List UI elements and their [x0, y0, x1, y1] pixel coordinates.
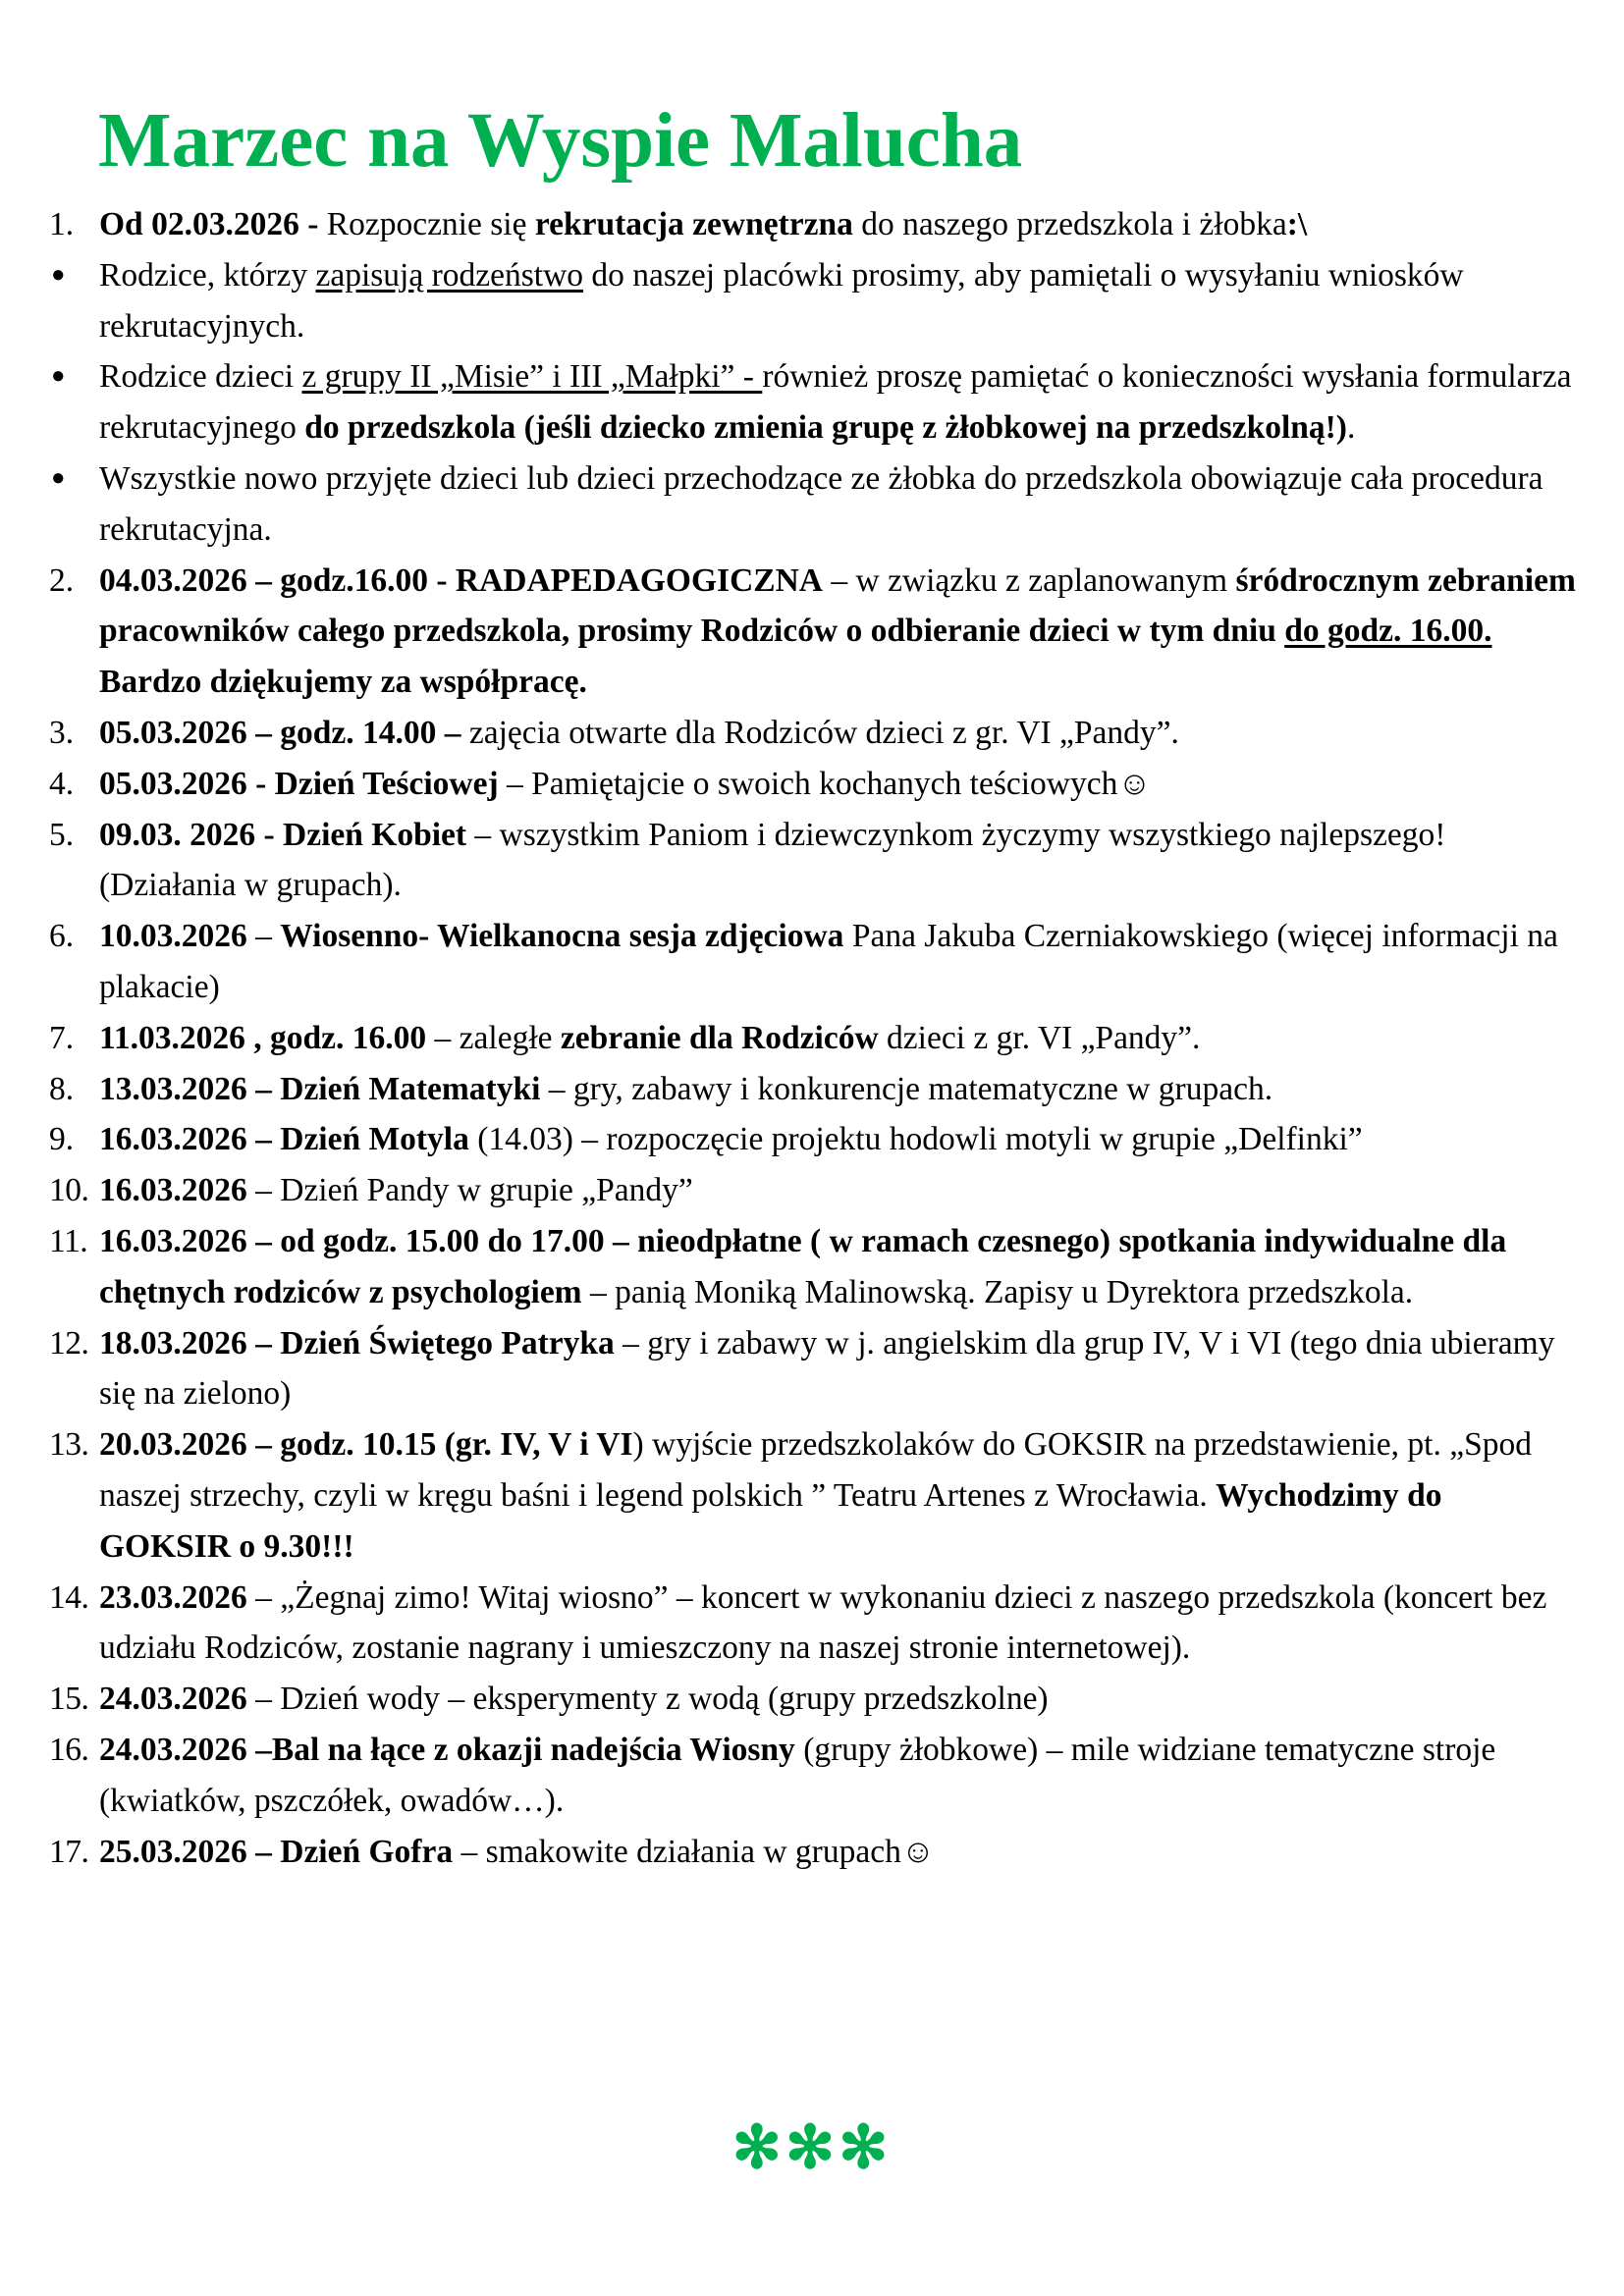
text-run: Wszystkie nowo przyjęte dzieci lub dzieci przechodzące ze żłobka do przedszkola obowiązuje cała procedura rekrutacyjna. [99, 459, 1543, 548]
underlined-text: z grupy II „Misie” i III „Małpki” - [301, 358, 763, 396]
list-item [49, 556, 1581, 708]
item-text [99, 1725, 1581, 1827]
item-number: 7. [49, 1019, 75, 1056]
bold-text: 16.03.2026 – od godz. 15.00 do 17.00 – nieodpłatne ( w ramach czesnego) spotkania indywidualne dla chętnych rodziców z psychologiem [99, 1222, 1507, 1310]
text-run: do naszego przedszkola i żłobka [852, 206, 1287, 242]
bold-text: do godz. 16.00. [1284, 613, 1492, 650]
bold-text: 05.03.2026 - Dzień Teściowej [99, 765, 499, 802]
text-run: ) wyjście przedszkolaków do GOKSIR na przedstawienie, pt. „Spod naszej strzechy, czyli w kręgu baśni i legend polskich ” Teatru Artenes z Wrocławia. [99, 1426, 1532, 1514]
item-number: 13. [49, 1426, 89, 1464]
item-number: 10. [49, 1172, 89, 1209]
bold-text: 24.03.2026 –Bal na łące z okazji nadejścia Wiosny [99, 1731, 795, 1768]
text-run: – Dzień Pandy w grupie „Pandy” [246, 1172, 693, 1209]
bullet-item [49, 454, 1581, 556]
bold-text: zebranie dla Rodziców [560, 1019, 879, 1056]
list-item [49, 1674, 1581, 1725]
list-item [49, 1216, 1581, 1318]
text-run: – gry, zabawy i konkurencje matematyczne w grupach. [540, 1070, 1273, 1107]
list-item [49, 810, 1581, 912]
item-text [99, 556, 1581, 708]
item-number: 3. [49, 714, 75, 751]
text-run: – panią Moniką Malinowską. Zapisy u Dyrektora przedszkola. [581, 1273, 1414, 1310]
bold-text: :\ [1286, 206, 1308, 242]
bold-text: 10.03.2026 [99, 918, 247, 955]
text-run: – Pamiętajcie o swoich kochanych teściowych☺ [498, 765, 1152, 802]
bold-text: 05.03.2026 – godz. 14.00 – [99, 714, 461, 751]
bold-text: 20.03.2026 – godz. 10.15 (gr. IV, V i VI [99, 1426, 633, 1464]
text-run: . [1346, 409, 1356, 447]
text-run: Rodzice, którzy [99, 256, 316, 294]
item-text [99, 250, 1581, 352]
item-text [99, 1216, 1581, 1318]
text-run: (14.03) – rozpoczęcie projektu hodowli motyli w grupie „Delfinki” [468, 1121, 1363, 1158]
item-text [99, 1165, 1581, 1216]
item-number: 6. [49, 918, 75, 955]
item-text [99, 911, 1581, 1013]
list-item [49, 1419, 1581, 1572]
underlined-text: zapisują rodzeństwo [315, 256, 584, 294]
list-item [49, 1318, 1581, 1420]
text-run: – Dzień wody – eksperymenty z wodą (grupy przedszkolne) [246, 1681, 1049, 1718]
bold-text: 13.03.2026 – Dzień Matematyki [99, 1070, 541, 1107]
text-run: również proszę pamiętać o konieczności wysłania formularza rekrutacyjnego [99, 358, 1572, 447]
text-run: (grupy żłobkowe) – mile widziane tematyczne stroje (kwiatków, pszczółek, owadów…). [99, 1731, 1496, 1819]
item-text [99, 454, 1581, 556]
item-number: 16. [49, 1731, 89, 1768]
item-text [99, 351, 1581, 454]
list-item [49, 1013, 1581, 1064]
bold-text: 24.03.2026 [99, 1681, 247, 1718]
bullet-item [49, 351, 1581, 454]
item-text [99, 1419, 1581, 1572]
bold-text: 04.03.2026 – godz.16.00 - RADAPEDAGOGICZNA [99, 561, 823, 599]
bold-text: 11.03.2026 , godz. 16.00 [99, 1019, 427, 1056]
item-number: 15. [49, 1681, 89, 1718]
item-number: 2. [49, 561, 75, 599]
text-run: Rozpocznie się [326, 206, 535, 242]
list-item [49, 911, 1581, 1013]
list-item [49, 708, 1581, 759]
list-item [49, 1725, 1581, 1827]
text-run: – „Żegnaj zimo! Witaj wiosno” – koncert w wykonaniu dzieci z naszego przedszkola (koncert bez udziału Rodziców, zostanie nagrany i umieszczony na naszej stronie internetowej). [99, 1578, 1547, 1667]
bullet-item [49, 250, 1581, 352]
item-number: 11. [49, 1222, 88, 1259]
bold-text: 25.03.2026 – Dzień Gofra [99, 1833, 454, 1870]
text-run: dzieci z gr. VI „Pandy”. [878, 1019, 1201, 1056]
text-run: Pana Jakuba Czerniakowskiego (więcej informacji na plakacie) [99, 918, 1558, 1005]
list-item [49, 1165, 1581, 1216]
page-title: Marzec na Wyspie Malucha [98, 98, 1023, 184]
item-number: 12. [49, 1324, 89, 1362]
list-item [49, 1064, 1581, 1115]
bold-text: Bardzo dziękujemy za współpracę. [99, 664, 587, 701]
footer-ornament [0, 2115, 1624, 2180]
bold-text: śródrocznym zebraniem pracowników całego przedszkola, prosimy Rodziców o odbieranie dzieci w tym dniu [99, 561, 1576, 650]
asterisk-flower-icon: ✻ [785, 2115, 839, 2180]
item-number: 1. [49, 206, 75, 242]
bold-text: 09.03. 2026 - Dzień Kobiet [99, 816, 467, 853]
item-number: 9. [49, 1121, 75, 1158]
text-run: Rodzice dzieci [99, 358, 302, 396]
bold-text: Wiosenno- Wielkanocna sesja zdjęciowa [280, 918, 844, 955]
bold-text: 16.03.2026 – Dzień Motyla [99, 1121, 469, 1158]
item-number: 17. [49, 1833, 89, 1870]
bullet-icon: ● [51, 363, 66, 390]
list-item [49, 1114, 1581, 1165]
item-text [99, 1674, 1581, 1725]
item-text [99, 1318, 1581, 1420]
bold-text: rekrutacja zewnętrzna [534, 206, 853, 242]
bold-text: Od 02.03.2026 - [99, 206, 327, 242]
asterisk-flower-icon: ✻ [731, 2115, 785, 2180]
text-run: do naszej placówki prosimy, aby pamiętali o wysyłaniu wniosków rekrutacyjnych. [99, 256, 1464, 345]
item-number: 8. [49, 1070, 75, 1107]
item-text [99, 1114, 1581, 1165]
item-text [99, 199, 1581, 250]
item-text [99, 1064, 1581, 1115]
item-number: 14. [49, 1578, 89, 1616]
bold-text: 16.03.2026 [99, 1172, 247, 1209]
bold-text: 23.03.2026 [99, 1578, 247, 1616]
text-run: – zaległe [426, 1019, 561, 1056]
text-run: – [246, 918, 281, 955]
list-item [49, 1573, 1581, 1675]
text-run: – w związku z zaplanowanym [823, 561, 1236, 599]
bullet-icon: ● [51, 464, 66, 491]
asterisk-flower-icon: ✻ [839, 2115, 893, 2180]
item-text [99, 1573, 1581, 1675]
bullet-icon: ● [51, 261, 66, 288]
item-text [99, 810, 1581, 912]
list-item [49, 199, 1581, 250]
bold-text: Wychodzimy do GOKSIR o 9.30!!! [99, 1476, 1442, 1565]
list-item [49, 1827, 1581, 1878]
item-text [99, 1013, 1581, 1064]
bold-text: 18.03.2026 – Dzień Świętego Patryka [99, 1324, 615, 1362]
item-number: 5. [49, 816, 75, 853]
text-run: – smakowite działania w grupach☺ [453, 1833, 936, 1870]
item-text [99, 1827, 1581, 1878]
item-text [99, 708, 1581, 759]
text-run: – wszystkim Paniom i dziewczynkom życzymy wszystkiego najlepszego! (Działania w grupach). [99, 816, 1446, 904]
event-list [49, 199, 1581, 1877]
item-number: 4. [49, 765, 75, 802]
bold-text: do przedszkola (jeśli dziecko zmienia grupę z żłobkowej na przedszkolną!) [304, 409, 1347, 447]
text-run: – gry i zabawy w j. angielskim dla grup IV, V i VI (tego dnia ubieramy się na zielono) [99, 1324, 1555, 1413]
text-run: zajęcia otwarte dla Rodziców dzieci z gr. VI „Pandy”. [460, 714, 1179, 751]
list-item [49, 759, 1581, 810]
item-text [99, 759, 1581, 810]
